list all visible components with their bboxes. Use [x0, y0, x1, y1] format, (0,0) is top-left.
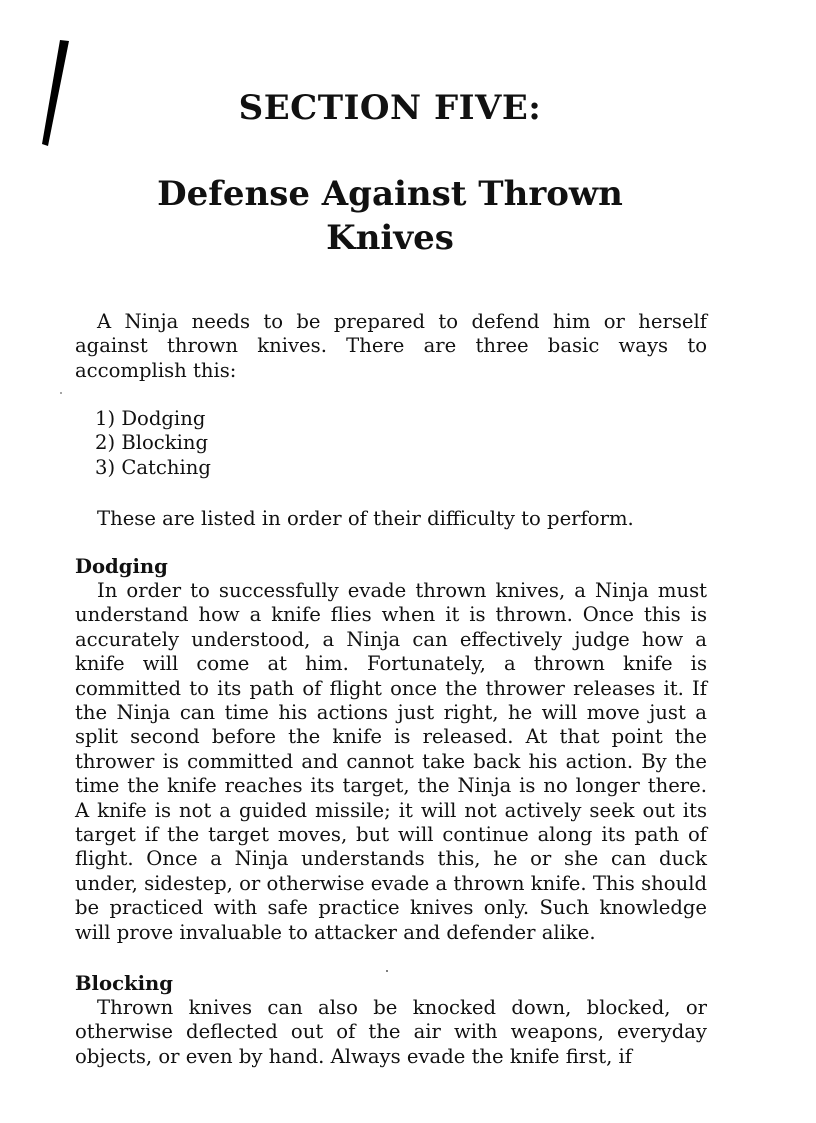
- dodging-paragraph: In order to successfully evade thrown knives, a Ninja must understand how a knife flies when it is thrown. Once this is accurately understood, a Ninja can effectively judge how a knife will come at him. Fortunately, a thrown knife is committed to its path of flight once the thrower releases it. If the Ninja can time his actions just right, he will move just a split second before the knife is released. At that point the thrower is committed and cannot take back his action. By the time the knife reaches its target, the Ninja is no longer there. A knife is not a guided missile; it will not actively seek out its target if the target moves, but will continue along its path of flight. Once a Ninja understands this, he or she can duck under, sidestep, or otherwise evade a thrown knife. This should be practiced with safe practice knives only. Such knowledge will prove invaluable to attacker and defender alike.: [75, 579, 707, 944]
- list-item: 3) Catching: [95, 455, 211, 479]
- chapter-title: Defense Against Thrown Knives: [157, 174, 623, 258]
- print-speck: [386, 970, 388, 972]
- summary-paragraph: These are listed in order of their difficulty to perform.: [97, 507, 634, 530]
- section-heading: SECTION FIVE:: [238, 88, 542, 128]
- blocking-heading: Blocking: [75, 972, 173, 995]
- print-speck: [60, 392, 62, 394]
- list-item: 2) Blocking: [95, 431, 209, 455]
- list-item: 1) Dodging: [95, 407, 206, 430]
- methods-list: [95, 407, 211, 480]
- intro-paragraph: A Ninja needs to be prepared to defend him or herself against thrown knives. There are three basic ways to accomplish this:: [75, 310, 707, 382]
- dodging-heading: Dodging: [75, 555, 168, 578]
- blocking-paragraph: Thrown knives can also be knocked down, blocked, or otherwise deflected out of the air with weapons, everyday objects, or even by hand. Always evade the knife first, if: [75, 996, 707, 1068]
